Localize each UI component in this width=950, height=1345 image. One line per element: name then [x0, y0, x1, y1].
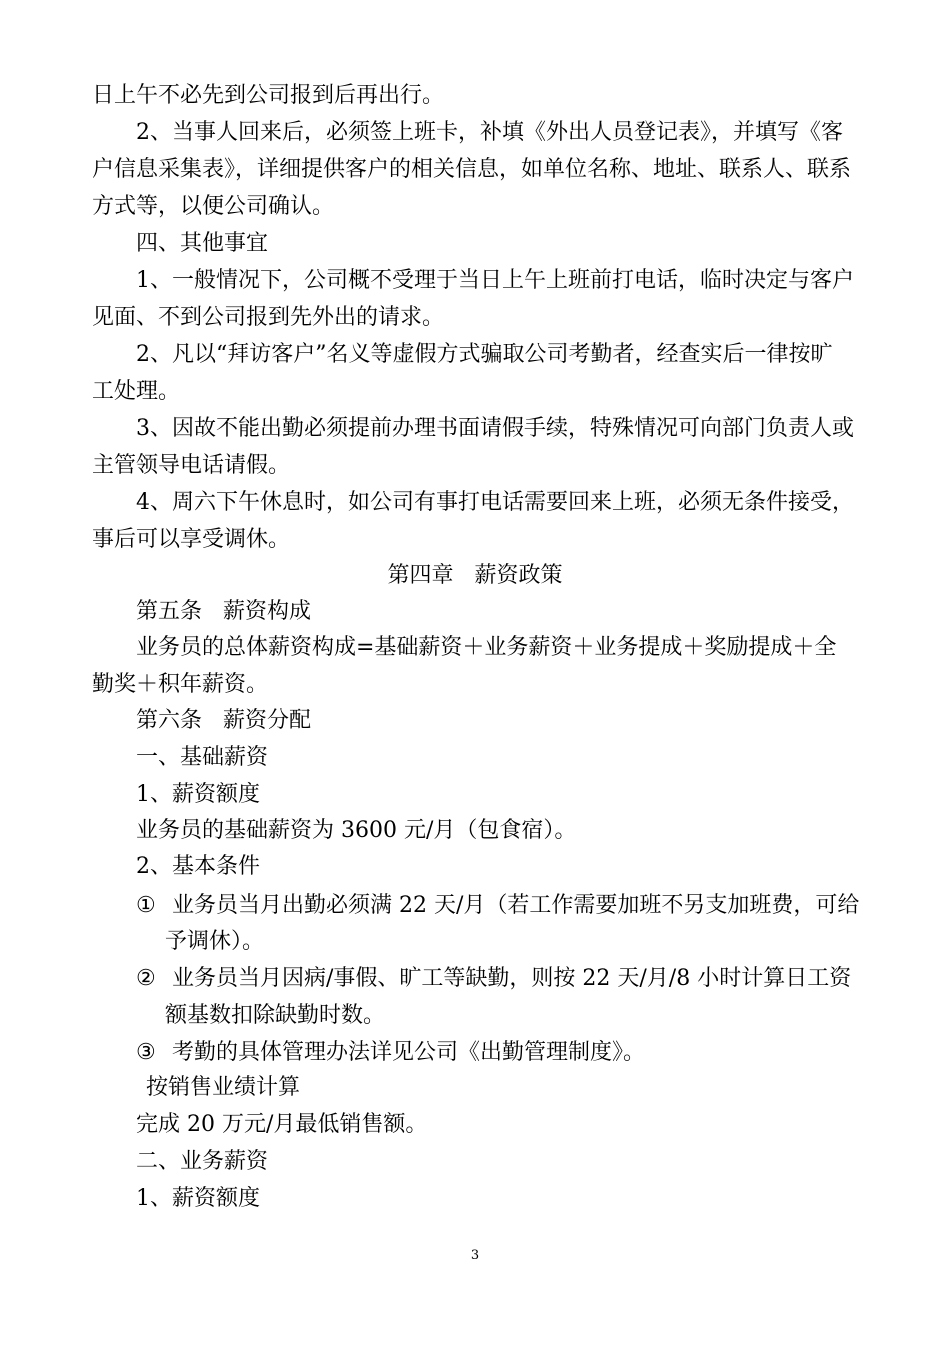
- page-number: 3: [470, 1248, 480, 1263]
- list-item-continuation: 予调休）。: [165, 929, 265, 954]
- subsection-heading: 按销售业绩计算: [146, 1075, 301, 1100]
- list-marker: ②: [136, 966, 156, 991]
- paragraph-line: 4、周六下午休息时，如公司有事打电话需要回来上班，必须无条件接受，: [136, 490, 854, 515]
- paragraph-line: 2、凡以“拜访客户”名义等虚假方式骗取公司考勤者，经查实后一律按旷: [136, 342, 833, 367]
- paragraph-line: 完成 20 万元/月最低销售额。: [136, 1112, 428, 1137]
- article-heading: 第六条 薪资分配: [136, 708, 311, 733]
- list-item: [0, 964, 950, 994]
- list-item-text: 考勤的具体管理办法详见公司《出勤管理制度》。: [172, 1040, 646, 1065]
- paragraph-line: 1、一般情况下，公司概不受理于当日上午上班前打电话，临时决定与客户: [136, 268, 854, 293]
- paragraph-line: 见面、不到公司报到先外出的请求。: [92, 305, 445, 330]
- chapter-heading: 第四章 薪资政策: [387, 563, 563, 588]
- list-marker: ①: [136, 893, 156, 918]
- paragraph-line: 事后可以享受调休。: [92, 527, 291, 552]
- list-item: [0, 1038, 950, 1068]
- paragraph-line: 3、因故不能出勤必须提前办理书面请假手续，特殊情况可向部门负责人或: [136, 416, 854, 441]
- section-heading: 四、其他事宜: [136, 231, 269, 256]
- paragraph-line: 2、当事人回来后，必须签上班卡，补填《外出人员登记表》，并填写《客: [136, 120, 843, 145]
- paragraph-line: 勤奖＋积年薪资。: [92, 672, 269, 697]
- paragraph-line: 户信息采集表》，详细提供客户的相关信息，如单位名称、地址、联系人、联系: [92, 157, 852, 182]
- subsection-heading: 2、基本条件: [136, 854, 260, 879]
- paragraph-line: 工处理。: [92, 379, 181, 404]
- article-heading: 第五条 薪资构成: [136, 599, 311, 624]
- section-heading: 二、业务薪资: [136, 1149, 269, 1174]
- paragraph-line: 业务员的基础薪资为 3600 元/月（包食宿）。: [136, 818, 577, 843]
- list-item-text: 业务员当月因病/事假、旷工等缺勤，则按 22 天/月/8 小时计算日工资: [172, 966, 852, 991]
- paragraph-line: 主管领导电话请假。: [92, 453, 291, 478]
- list-marker: ③: [136, 1040, 156, 1065]
- paragraph-line: 方式等，以便公司确认。: [92, 194, 335, 219]
- paragraph-line: 业务员的总体薪资构成=基础薪资＋业务薪资＋业务提成＋奖励提成＋全: [136, 635, 837, 660]
- list-item-continuation: 额基数扣除缺勤时数。: [165, 1003, 386, 1028]
- subsection-heading: 1、薪资额度: [136, 782, 260, 807]
- section-heading: 一、基础薪资: [136, 745, 269, 770]
- subsection-heading: 1、薪资额度: [136, 1186, 260, 1211]
- list-item: [0, 891, 950, 921]
- list-item-text: 业务员当月出勤必须满 22 天/月（若工作需要加班不另支加班费，可给: [172, 893, 860, 918]
- paragraph-line: 日上午不必先到公司报到后再出行。: [92, 83, 445, 108]
